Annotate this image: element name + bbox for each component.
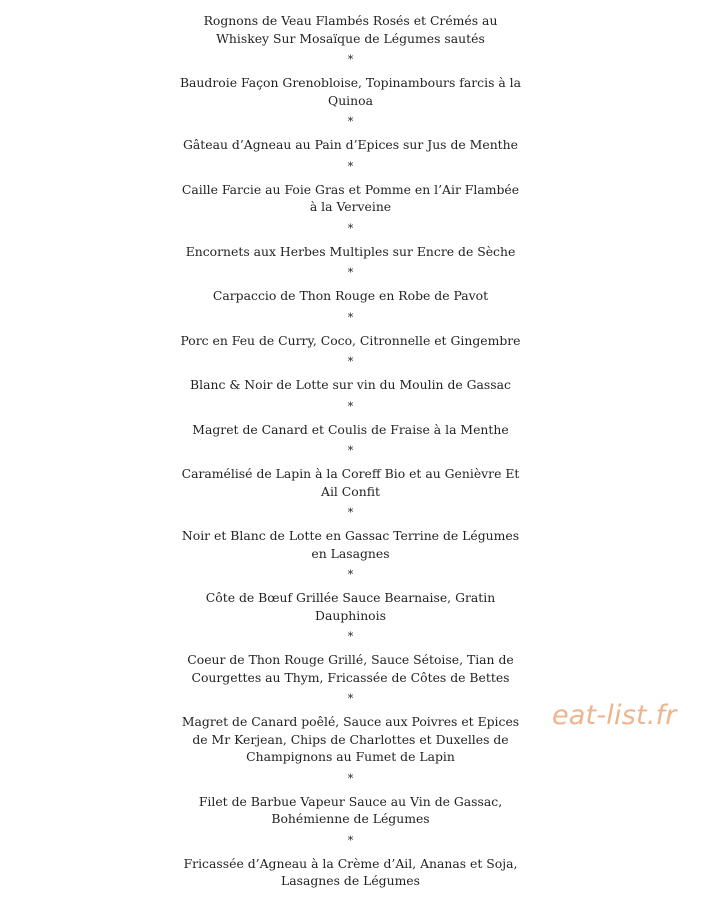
dish-item: Carpaccio de Thon Rouge en Robe de Pavot [212, 288, 489, 303]
dish-item: Fricassée d’Agneau à la Crème d’Ail, Ananas et Soja, Lasagnes de Légumes [183, 855, 518, 888]
separator-star: * [347, 115, 354, 128]
dish-item: Magret de Canard et Coulis de Fraise à la Menthe [192, 421, 509, 437]
separator-star: * [347, 771, 354, 785]
dish-item: Filet de Barbue Vapeur Sauce au Vin de Gassac, Bohémienne de Légumes [198, 793, 503, 826]
dish-item: Caille Farcie au Foie Gras et Pomme en l’Air Flambée à la Verveine [181, 181, 520, 214]
dish-item: Rognons de Veau Flambés Rosés et Crémés au Whiskey Sur Mosaïque de Légumes sautés [203, 13, 498, 46]
separator-star: * [347, 833, 354, 847]
separator-star: * [347, 53, 354, 66]
separator-star: * [347, 221, 354, 235]
separator-star: * [347, 506, 354, 519]
dish-item: Coeur de Thon Rouge Grillé, Sauce Sétoise, Tian de Courgettes au Thym, Fricassée de Côtes de Bettes [187, 652, 514, 685]
separator-star: * [347, 630, 354, 643]
separator-star: * [347, 692, 354, 705]
watermark-logo: eat-list.fr [552, 700, 677, 731]
dish-item: Magret de Canard poêlé, Sauce aux Poivres et Epices de Mr Kerjean, Chips de Charlottes et Duxelles de Champignons au Fumet de Lapin [181, 714, 520, 764]
separator-star: * [347, 159, 354, 173]
dish-item: Côte de Bœuf Grillée Sauce Bearnaise, Gratin Dauphinois [205, 590, 496, 623]
separator-star: * [347, 355, 354, 368]
dish-item: Gâteau d’Agneau au Pain d’Epices sur Jus de Menthe [183, 137, 518, 152]
dish-item: Noir et Blanc de Lotte en Gassac Terrine de Légumes en Lasagnes [181, 528, 520, 561]
separator-star: * [347, 399, 354, 413]
dish-item: Caramélisé de Lapin à la Coreff Bio et au Genièvre Et Ail Confit [181, 466, 520, 499]
separator-star: * [347, 568, 354, 581]
separator-star: * [347, 266, 354, 279]
dish-item: Blanc & Noir de Lotte sur vin du Moulin de Gassac [190, 377, 511, 392]
dish-item: Porc en Feu de Curry, Coco, Citronnelle et Gingembre [180, 332, 521, 348]
dish-item: Encornets aux Herbes Multiples sur Encre de Sèche [185, 243, 516, 259]
dish-item: Baudroie Façon Grenobloise, Topinambours farcis à la Quinoa [179, 75, 522, 108]
separator-star: * [347, 444, 354, 457]
menu-list [178, 12, 523, 890]
separator-star: * [347, 310, 354, 324]
